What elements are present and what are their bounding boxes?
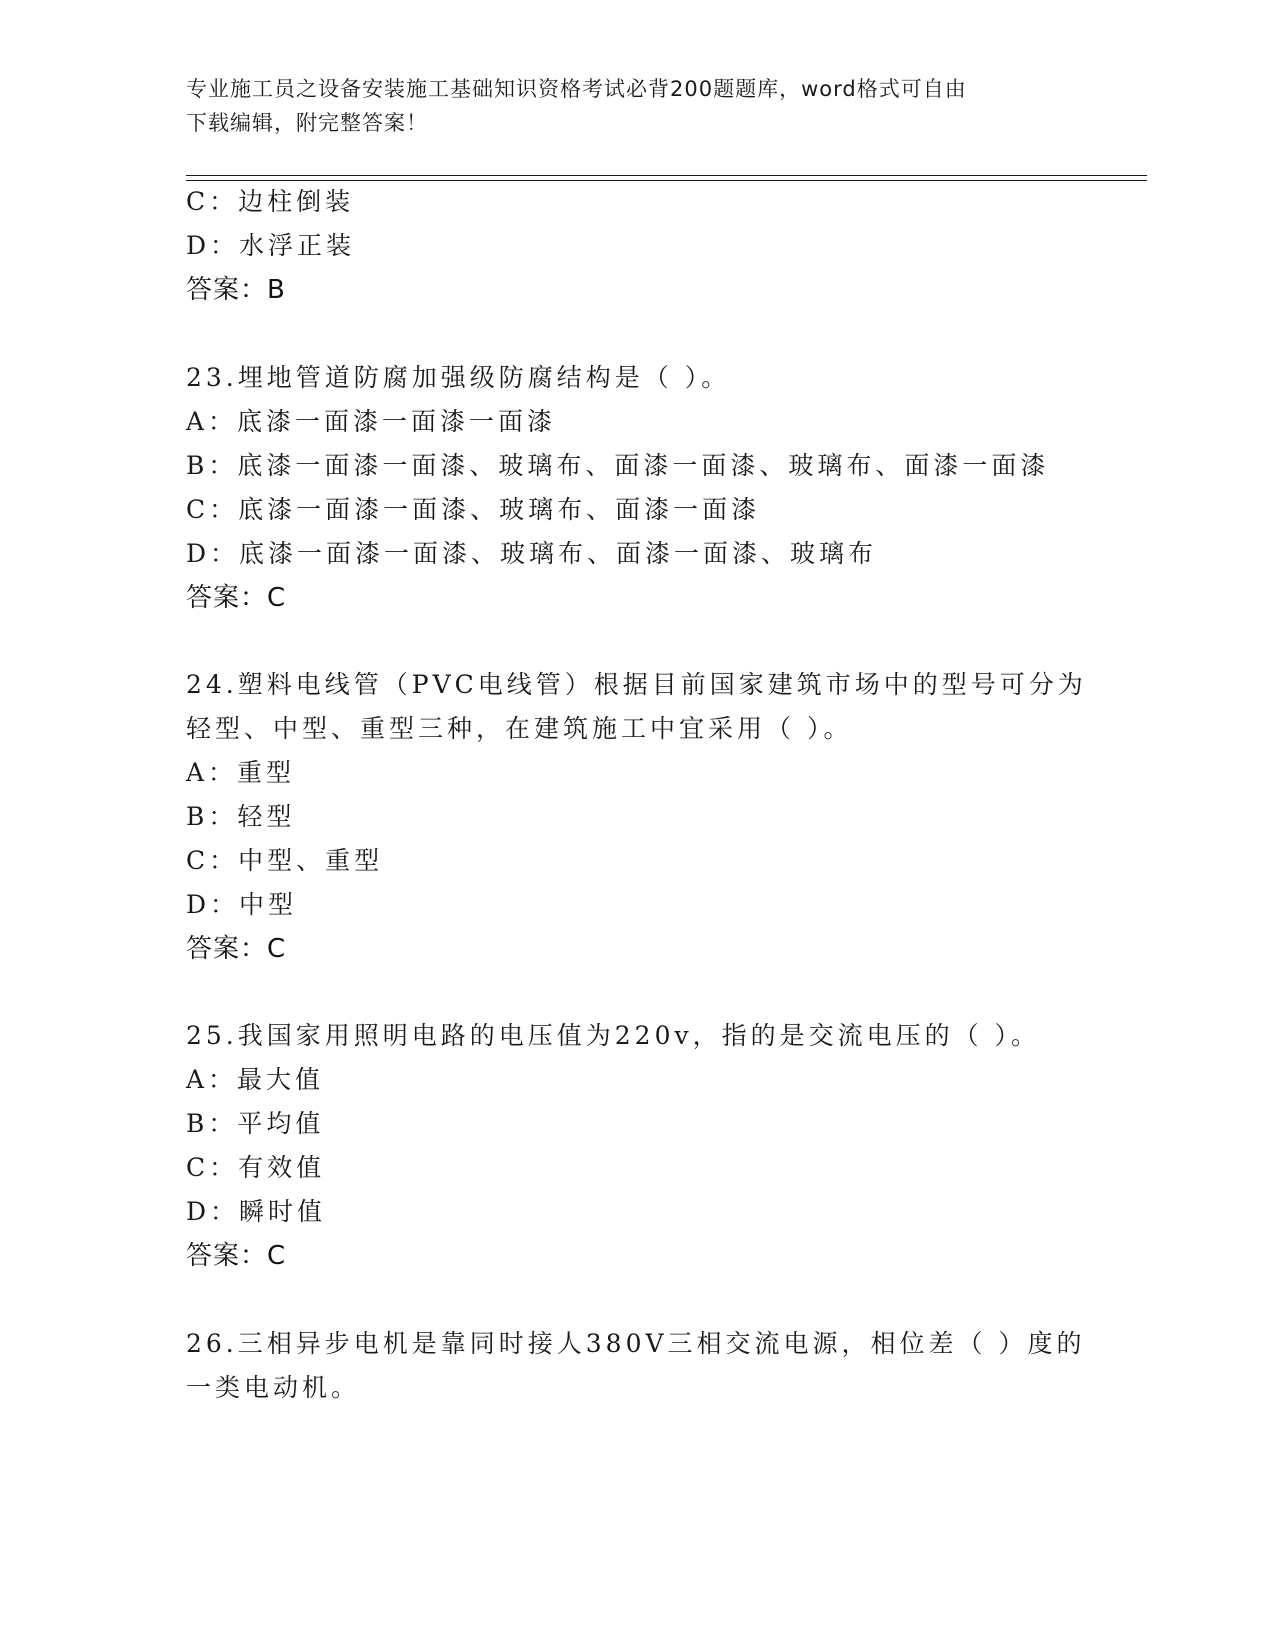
q23-option-c: C：底漆一面漆一面漆、玻璃布、面漆一面漆 bbox=[186, 495, 761, 524]
q24-option-c: C：中型、重型 bbox=[186, 846, 384, 875]
q24-option-b: B：轻型 bbox=[186, 802, 296, 831]
page-header bbox=[186, 72, 1086, 140]
q24-stem-line-1: 24.塑料电线管（PVC电线管）根据目前国家建筑市场中的型号可分为 bbox=[186, 670, 1087, 699]
q24-option-a: A：重型 bbox=[186, 758, 296, 787]
q25-stem: 25.我国家用照明电路的电压值为220v，指的是交流电压的（ ）。 bbox=[186, 1021, 1041, 1050]
q23-answer: 答案：C bbox=[186, 583, 287, 613]
q22-answer: 答案：B bbox=[186, 275, 286, 305]
q26-stem-line-1: 26.三相异步电机是靠同时接人380V三相交流电源，相位差（ ）度的 bbox=[186, 1329, 1086, 1358]
q23-stem: 23.埋地管道防腐加强级防腐结构是（ ）。 bbox=[186, 363, 731, 392]
header-title-line-1: 专业施工员之设备安装施工基础知识资格考试必背200题题库，word格式可自由 bbox=[186, 77, 967, 101]
q22-option-d: D：水浮正装 bbox=[186, 231, 356, 260]
q25-option-a: A：最大值 bbox=[186, 1065, 325, 1094]
q24-option-d: D：中型 bbox=[186, 890, 298, 919]
q25-answer: 答案：C bbox=[186, 1241, 287, 1271]
q22-option-c: C：边柱倒装 bbox=[186, 187, 355, 216]
header-title-line-2: 下载编辑，附完整答案！ bbox=[186, 111, 428, 135]
q23-option-d: D：底漆一面漆一面漆、玻璃布、面漆一面漆、玻璃布 bbox=[186, 539, 878, 568]
q24-stem-line-2: 轻型、中型、重型三种，在建筑施工中宜采用（ ）。 bbox=[186, 714, 853, 743]
q23-option-a: A：底漆一面漆一面漆一面漆 bbox=[186, 407, 557, 436]
header-double-rule bbox=[186, 175, 1147, 181]
q24-answer: 答案：C bbox=[186, 934, 287, 964]
q25-option-d: D：瞬时值 bbox=[186, 1197, 327, 1226]
q25-option-c: C：有效值 bbox=[186, 1153, 326, 1182]
q23-option-b: B：底漆一面漆一面漆、玻璃布、面漆一面漆、玻璃布、面漆一面漆 bbox=[186, 451, 1050, 480]
q25-option-b: B：平均值 bbox=[186, 1109, 325, 1138]
q26-stem-line-2: 一类电动机。 bbox=[186, 1373, 361, 1402]
